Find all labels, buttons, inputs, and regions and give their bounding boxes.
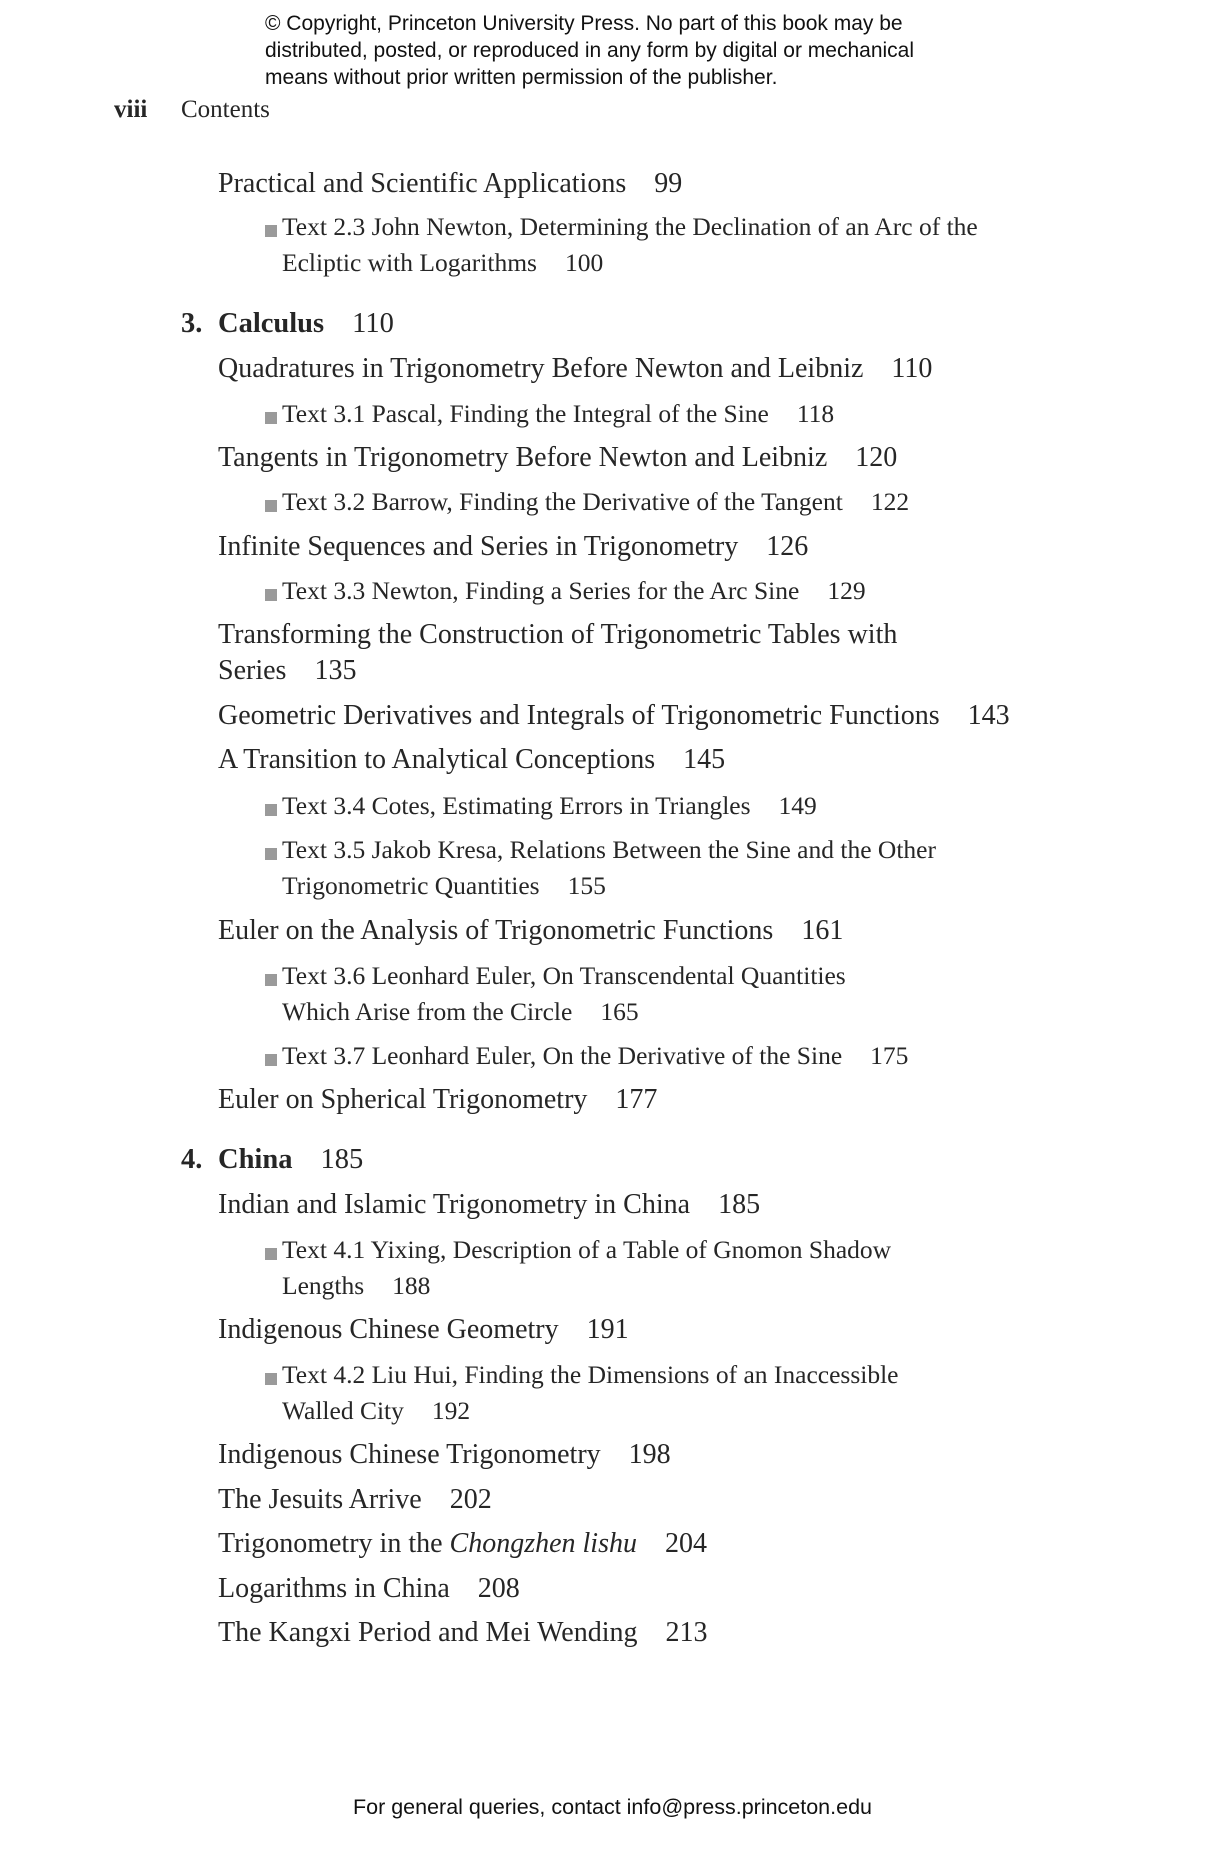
page-ref: 175 [870,1041,909,1070]
page-ref: 99 [654,168,683,199]
page-ref: 198 [628,1439,671,1470]
text-title: Text 4.2 Liu Hui, Finding the Dimensions of an Inaccessible [282,1360,899,1389]
page-number: viii [114,96,148,123]
page-ref: 165 [600,997,639,1026]
square-bullet-icon [265,412,277,424]
section-title: Practical and Scientific Applications [218,168,627,199]
toc-text-entry [282,1038,908,1074]
section-title: Indigenous Chinese Trigonometry [218,1439,601,1470]
chapter-number: 3. [181,308,203,339]
page-ref: 155 [567,871,606,900]
page-ref: 122 [870,487,910,516]
page-ref: 100 [564,248,604,277]
text-title-cont: Walled City [282,1396,404,1425]
page-ref: 208 [477,1573,520,1604]
page-ref: 185 [320,1144,364,1175]
toc-text-entry [282,958,846,1030]
page-ref: 145 [683,744,726,775]
section-title: Indigenous Chinese Geometry [218,1314,559,1345]
toc-section [218,440,897,476]
text-title: Text 3.4 Cotes, Estimating Errors in Triangles [282,791,751,820]
section-title: Infinite Sequences and Series in Trigonometry [218,531,739,562]
page-ref: 120 [855,442,898,473]
page-ref: 135 [314,655,357,686]
toc-section [218,617,897,689]
square-bullet-icon [265,225,277,237]
toc-section [218,1615,707,1651]
page-ref: 185 [718,1189,761,1220]
toc-section [218,529,808,565]
text-title: Text 3.6 Leonhard Euler, On Transcendental Quantities [282,961,846,990]
text-title-cont: Lengths [282,1271,365,1300]
toc-text-entry [282,832,936,904]
square-bullet-icon [265,804,277,816]
section-title: Transforming the Construction of Trigonometric Tables with [218,619,898,650]
toc-text-entry [282,396,834,432]
square-bullet-icon [265,1248,277,1260]
toc-section [218,1437,671,1473]
chapter-number: 4. [181,1144,203,1175]
section-title: Geometric Derivatives and Integrals of Trigonometric Functions [218,700,940,731]
copyright-line: distributed, posted, or reproduced in any form by digital or mechanical [265,39,915,62]
square-bullet-icon [265,848,277,860]
text-title: Text 3.1 Pascal, Finding the Integral of the Sine [282,399,769,428]
square-bullet-icon [265,1373,277,1385]
toc-section [218,1571,520,1607]
text-title-cont: Ecliptic with Logarithms [282,248,537,277]
section-title: Euler on the Analysis of Trigonometric Functions [218,915,774,946]
page-ref: 118 [796,399,835,428]
page-ref: 177 [615,1084,658,1115]
section-title-cont: Series [218,655,287,686]
page-ref: 202 [449,1484,492,1515]
chapter-title: China [218,1144,293,1175]
section-title: The Kangxi Period and Mei Wending [218,1617,638,1648]
section-title: Logarithms in China [218,1573,450,1604]
page-ref: 161 [801,915,844,946]
copyright-notice [265,10,1025,91]
toc-chapter [181,1142,363,1178]
text-title: Text 3.2 Barrow, Finding the Derivative of the Tangent [282,487,843,516]
text-title: Text 3.7 Leonhard Euler, On the Derivative of the Sine [282,1041,843,1070]
page-ref: 129 [827,576,866,605]
toc-text-entry [282,788,817,824]
toc-section [218,1187,760,1223]
text-title: Text 2.3 John Newton, Determining the Declination of an Arc of the [282,212,978,241]
text-title: Text 3.3 Newton, Finding a Series for the Arc Sine [282,576,800,605]
text-title-cont: Which Arise from the Circle [282,997,573,1026]
toc-text-entry [282,1357,898,1429]
section-title: Quadratures in Trigonometry Before Newton and Leibniz [218,353,864,384]
chapter-title: Calculus [218,308,325,339]
toc-section [218,1082,657,1118]
square-bullet-icon [265,974,277,986]
toc-section [218,1482,492,1518]
toc-text-entry [282,1232,891,1304]
toc-section [218,1312,629,1348]
toc-section [218,351,932,387]
square-bullet-icon [265,500,277,512]
section-title: A Transition to Analytical Conceptions [218,744,656,775]
footer-contact: For general queries, contact info@press.princeton.edu [352,1795,872,1819]
text-title-cont: Trigonometric Quantities [282,871,540,900]
page-ref: 126 [766,531,809,562]
section-title-italic: Chongzhen lishu [449,1528,637,1559]
running-head-title: Contents [181,96,270,123]
section-title: Euler on Spherical Trigonometry [218,1084,588,1115]
section-title: The Jesuits Arrive [218,1484,422,1515]
page-ref: 192 [431,1396,471,1425]
copyright-line: means without prior written permission of the publisher. [265,66,778,89]
toc-chapter [181,306,394,342]
toc-text-entry [282,209,978,281]
section-title: Tangents in Trigonometry Before Newton and Leibniz [218,442,828,473]
toc-section [218,1526,707,1562]
page-ref: 213 [665,1617,708,1648]
text-title: Text 3.5 Jakob Kresa, Relations Between the Sine and the Other [282,835,936,864]
section-title: Indian and Islamic Trigonometry in China [218,1189,691,1220]
running-head [0,96,600,128]
page-ref: 110 [352,308,394,339]
page-ref: 188 [392,1271,431,1300]
toc-section [218,913,843,949]
square-bullet-icon [265,1054,277,1066]
page-ref: 204 [665,1528,707,1559]
page-ref: 149 [778,791,817,820]
copyright-line: © Copyright, Princeton University Press. No part of this book may be [265,12,903,35]
toc-text-entry [282,484,909,520]
square-bullet-icon [265,589,277,601]
page-ref: 143 [967,700,1010,731]
toc-section [218,166,682,202]
text-title: Text 4.1 Yixing, Description of a Table of Gnomon Shadow [282,1235,892,1264]
toc-section [218,698,1010,734]
page-ref: 110 [891,353,933,384]
page-ref: 191 [586,1314,629,1345]
toc-text-entry [282,573,866,609]
section-title: Trigonometry in the [218,1528,450,1559]
toc-section [218,742,725,778]
